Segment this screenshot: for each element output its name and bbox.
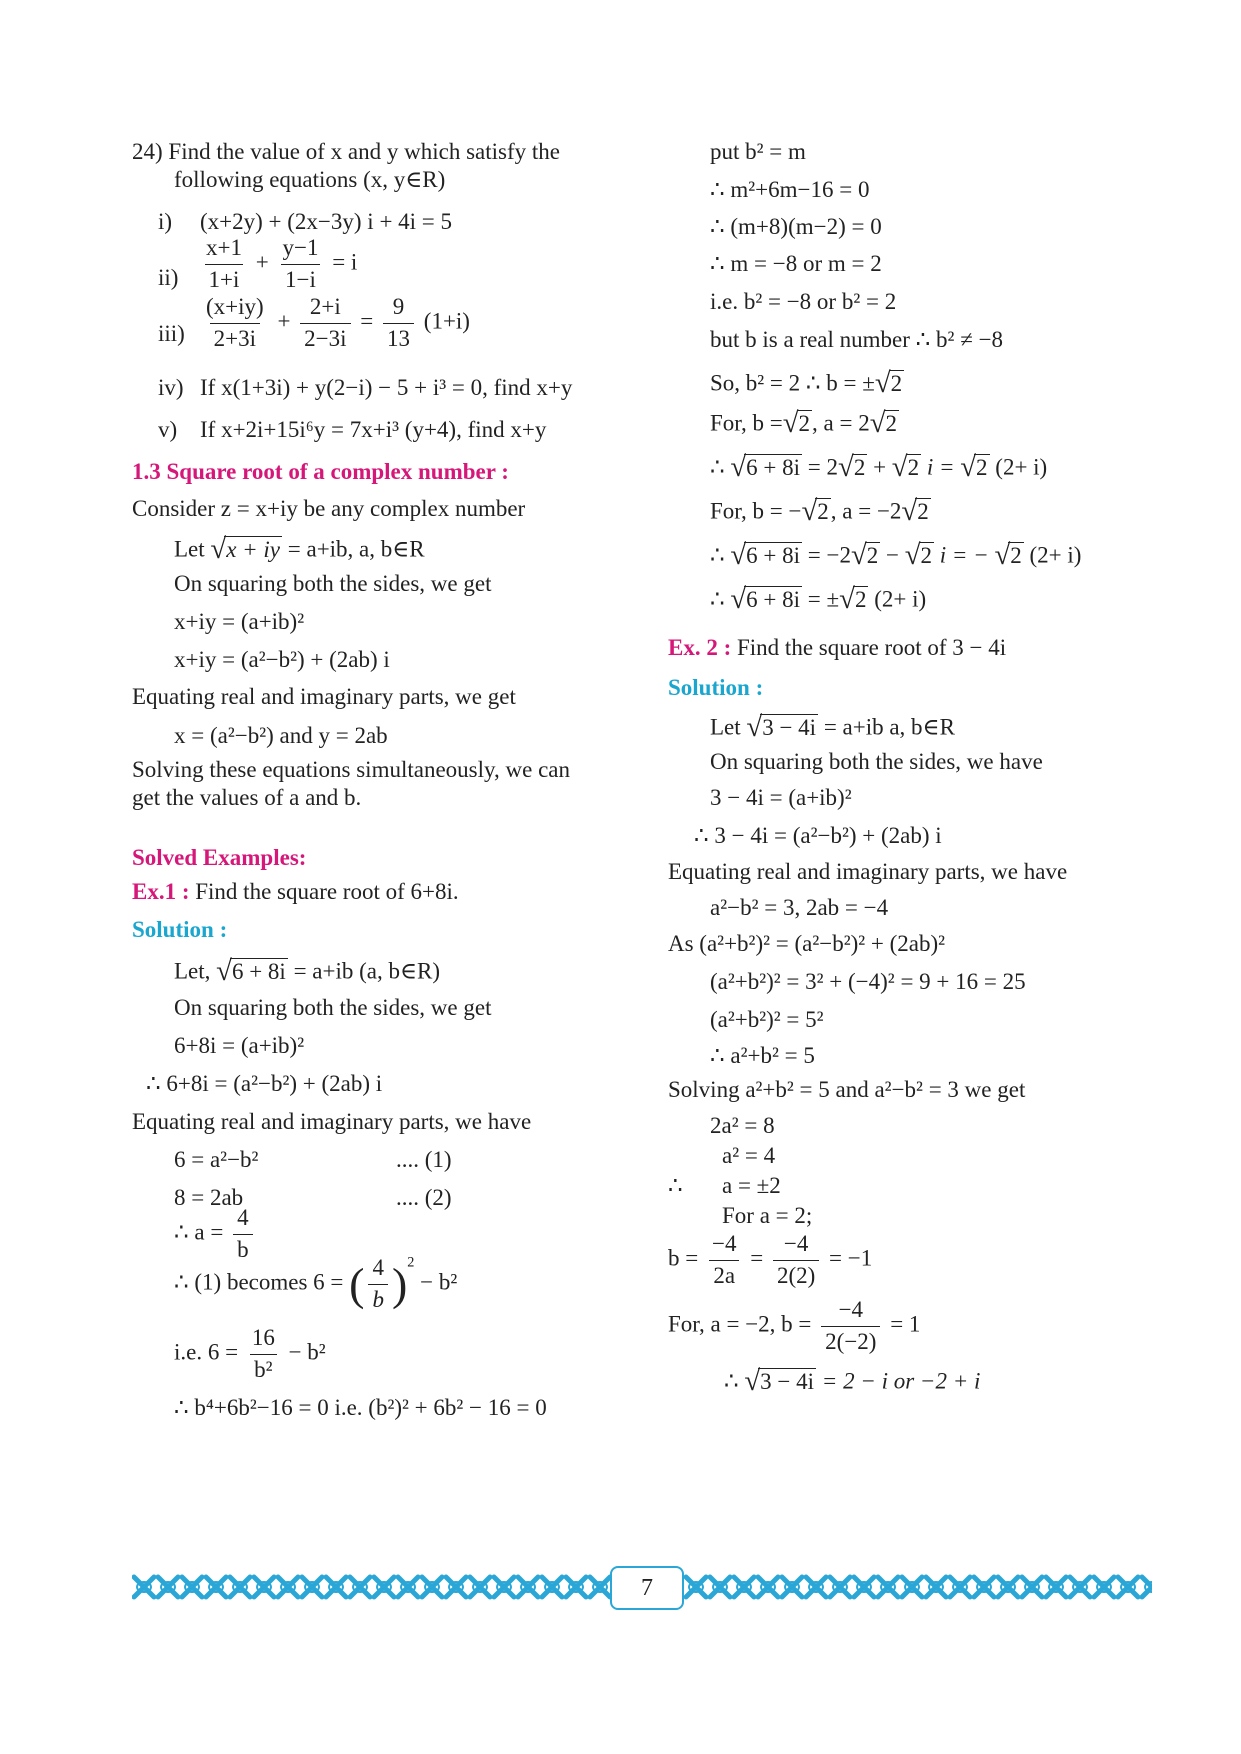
example-1-line: Ex.1 : Find the square root of 6+8i.	[132, 879, 459, 904]
sqrt: √2	[838, 451, 866, 483]
question-24-intro-line2: following equations (x, y∈R)	[174, 167, 446, 192]
equation-line: ∴ 6+8i = (a²−b²) + (2ab) i	[146, 1071, 383, 1096]
put-line: put b² = m	[710, 139, 806, 164]
sqrt: √6 + 8i	[730, 583, 801, 615]
root-result-2: ∴ √6 + 8i = −2√2 − √2 i = − √2 (2+ i)	[710, 538, 1081, 574]
final-equation-line: ∴ b⁴+6b²−16 = 0 i.e. (b²)² + 6b² − 16 = 0	[174, 1395, 547, 1420]
example-2-line: Ex. 2 : Find the square root of 3 − 4i	[668, 635, 1007, 660]
for-b-negative-line: For, b = −√2, a = −2√2	[710, 494, 931, 530]
question-24-intro-line1: 24) Find the value of x and y which satisfy the	[132, 139, 560, 164]
fraction: $\frac{y-1}{1-i}$	[278, 234, 322, 295]
equation-line: x+iy = (a+ib)²	[174, 609, 305, 634]
equation-line: ∴ m = −8 or m = 2	[710, 251, 882, 276]
becomes-line: ∴ (1) becomes 6 = ( $\frac{4}{b}$ )$^2$ − b²	[174, 1254, 457, 1315]
item-ii-label: ii)	[158, 265, 179, 290]
sqrt: √2	[874, 367, 903, 399]
fraction: $\frac{-4}{2a}$	[708, 1230, 740, 1291]
equation-line: but b is a real number ∴ b² ≠ −8	[710, 327, 1004, 352]
equation-line: ∴ m²+6m−16 = 0	[710, 177, 870, 202]
so-b-line: So, b² = 2 ∴ b = ±√2	[710, 366, 904, 402]
equation-line: For a = 2;	[722, 1203, 813, 1228]
sqrt: √2	[869, 407, 898, 439]
solving-line: Solving a²+b² = 5 and a²−b² = 3 we get	[668, 1077, 1026, 1102]
equation-line: x+iy = (a²−b²) + (2ab) i	[174, 647, 390, 672]
ie-line: i.e. 6 = $\frac{16}{\text{b²}}$ − b²	[174, 1324, 326, 1385]
sqrt: √2	[801, 495, 829, 527]
root-result-1: ∴ √6 + 8i = 2√2 + √2 i = √2 (2+ i)	[710, 450, 1047, 486]
sqrt: √2	[782, 407, 811, 439]
page-number: 7	[610, 1566, 684, 1610]
solving-line-1: Solving these equations simultaneously, we can	[132, 757, 570, 782]
sqrt: √2	[904, 539, 933, 571]
squaring-line: On squaring both the sides, we get	[174, 995, 492, 1020]
equation-line: As (a²+b²)² = (a²−b²)² + (2ab)²	[668, 931, 946, 956]
equation-line: 8 = 2ab	[174, 1185, 244, 1210]
sqrt: √3 − 4i	[744, 1365, 815, 1397]
sqrt: √6 + 8i	[730, 539, 801, 571]
equation-line: 6 = a²−b²	[174, 1147, 259, 1172]
item-i-label: i)	[158, 209, 173, 234]
squaring-line: On squaring both the sides, we get	[174, 571, 492, 596]
therefore-symbol: ∴	[668, 1173, 683, 1198]
fraction: $\frac{-4}{2(2)}$	[773, 1230, 819, 1291]
item-iii-expression: $\frac{(x+iy)}{2+3i}$ + $\frac{2+i}{2-3i}$ = $\frac{9}{13}$ (1+i)	[198, 293, 470, 354]
page-footer	[132, 1566, 1152, 1610]
item-ii-expression: $\frac{x+1}{1+i}$ + $\frac{y-1}{1-i}$ = i	[198, 234, 357, 295]
equation-line: (a²+b²)² = 5²	[710, 1007, 824, 1032]
solution-1-let-line: Let, √6 + 8i = a+ib (a, b∈R)	[174, 954, 440, 990]
section-heading: 1.3 Square root of a complex number :	[132, 459, 509, 484]
sqrt: √2	[994, 539, 1022, 571]
sqrt: √x + iy	[210, 533, 281, 565]
equation-tag: .... (1)	[396, 1147, 452, 1172]
solution-2-let-line: Let √3 − 4i = a+ib a, b∈R	[710, 710, 955, 746]
for-b-positive-line: For, b =√2, a = 2√2	[710, 406, 899, 442]
fraction: $\frac{2+i}{2-3i}$	[300, 293, 350, 354]
fraction: $\frac{9}{13}$	[383, 293, 414, 354]
equation-line: a²−b² = 3, 2ab = −4	[710, 895, 889, 920]
equation-tag: .... (2)	[396, 1185, 452, 1210]
squaring-line: On squaring both the sides, we have	[710, 749, 1043, 774]
equation-line: ∴ 3 − 4i = (a²−b²) + (2ab) i	[694, 823, 942, 848]
sqrt: √2	[839, 583, 867, 615]
sqrt: √6 + 8i	[216, 955, 286, 987]
equation-line: i.e. b² = −8 or b² = 2	[710, 289, 897, 314]
sqrt: √2	[960, 451, 988, 483]
equation-line: 6+8i = (a+ib)²	[174, 1033, 305, 1058]
solution-1-heading: Solution :	[132, 917, 228, 942]
b-equals-line: b = $\frac{-4}{2a}$ = $\frac{-4}{2(2)}$ = −1	[668, 1230, 872, 1291]
sqrt: √3 − 4i	[746, 711, 817, 743]
fraction: $\frac{(x+iy)}{2+3i}$	[202, 293, 268, 354]
solved-examples-heading: Solved Examples:	[132, 845, 307, 870]
let-line: Let √x + iy = a+ib, a, b∈R	[174, 532, 425, 568]
equation-line: x = (a²−b²) and y = 2ab	[174, 723, 388, 748]
item-iv-label: iv)	[158, 375, 184, 400]
a-equals-line: ∴ a = $\frac{4}{b}$	[174, 1204, 257, 1265]
solution-2-heading: Solution :	[668, 675, 764, 700]
equation-line: a = ±2	[722, 1173, 781, 1198]
fraction: $\frac{16}{\text{b²}}$	[248, 1324, 279, 1385]
equating-line: Equating real and imaginary parts, we have	[668, 859, 1068, 884]
equation-line: 3 − 4i = (a+ib)²	[710, 785, 852, 810]
fraction: $\frac{4}{b}$	[368, 1254, 388, 1315]
solving-line-2: get the values of a and b.	[132, 785, 362, 810]
root-result-3: ∴ √6 + 8i = ±√2 (2+ i)	[710, 582, 926, 618]
fraction: $\frac{-4}{2(-2)}$	[821, 1296, 880, 1357]
equation-line: (a²+b²)² = 3² + (−4)² = 9 + 16 = 25	[710, 969, 1026, 994]
fraction: $\frac{x+1}{1+i}$	[202, 234, 246, 295]
equation-line: ∴ (m+8)(m−2) = 0	[710, 214, 882, 239]
consider-line: Consider z = x+iy be any complex number	[132, 496, 526, 521]
sqrt: √2	[851, 539, 879, 571]
equation-line: ∴ a²+b² = 5	[710, 1043, 815, 1068]
sqrt: √2	[891, 451, 920, 483]
for-a-negative-line: For, a = −2, b = $\frac{-4}{2(-2)}$ = 1	[668, 1296, 920, 1357]
equating-line: Equating real and imaginary parts, we get	[132, 684, 516, 709]
sqrt: √2	[901, 495, 929, 527]
equation-line: 2a² = 8	[710, 1113, 775, 1138]
equating-line: Equating real and imaginary parts, we have	[132, 1109, 532, 1134]
final-answer-line: ∴ √3 − 4i = 2 − i or −2 + i	[724, 1364, 980, 1400]
sqrt: √6 + 8i	[730, 451, 801, 483]
item-iii-label: iii)	[158, 321, 185, 346]
equation-line: a² = 4	[722, 1143, 776, 1168]
item-v-expression: If x+2i+15i⁶y = 7x+i³ (y+4), find x+y	[200, 417, 547, 442]
fraction: $\frac{4}{b}$	[233, 1204, 253, 1265]
item-i-expression: (x+2y) + (2x−3y) i + 4i = 5	[200, 209, 453, 234]
item-v-label: v)	[158, 417, 178, 442]
item-iv-expression: If x(1+3i) + y(2−i) − 5 + i³ = 0, find x+y	[200, 375, 573, 400]
